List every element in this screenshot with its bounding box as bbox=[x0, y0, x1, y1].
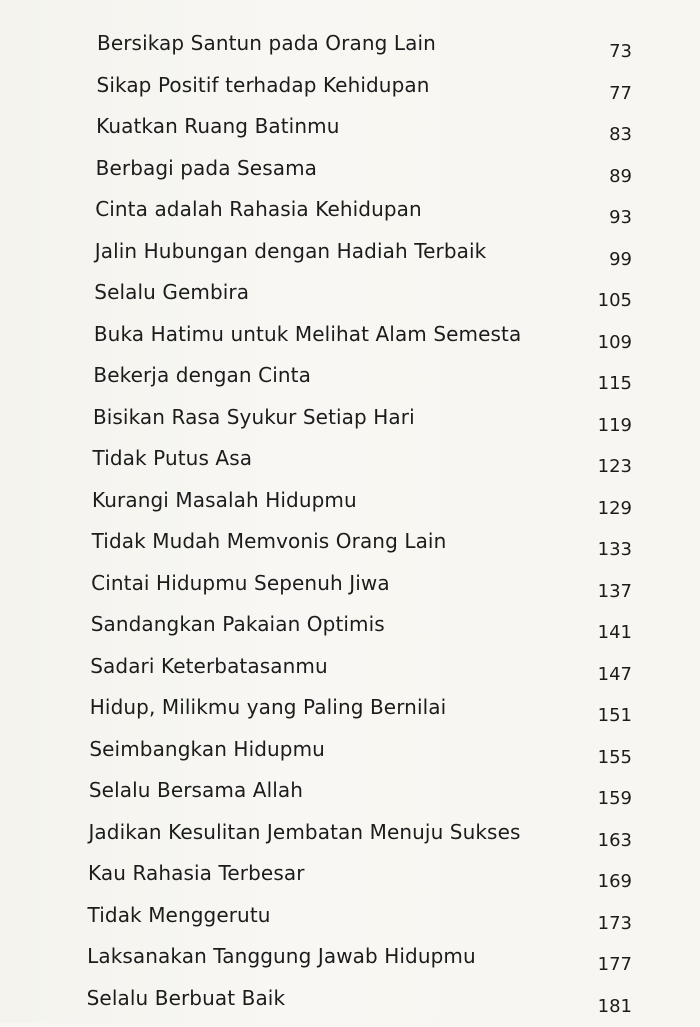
toc-entry bbox=[0, 31, 700, 72]
toc-entry-page-number: 137 bbox=[597, 580, 632, 602]
toc-entry-page-number: 155 bbox=[597, 746, 632, 768]
toc-entry bbox=[0, 156, 700, 197]
toc-entry-page-number: 181 bbox=[597, 995, 632, 1017]
toc-entry bbox=[0, 322, 700, 363]
toc-entry-page-number: 177 bbox=[597, 954, 632, 975]
toc-entry bbox=[0, 654, 700, 695]
toc-entry-title: Bisikan Rasa Syukur Setiap Hari bbox=[92, 404, 415, 429]
toc-entry bbox=[0, 820, 700, 861]
toc-entry-title: Jalin Hubungan dengan Hadiah Terbaik bbox=[94, 238, 487, 263]
toc-entry-title: Jadikan Kesulitan Jembatan Menuju Sukses bbox=[88, 819, 521, 844]
toc-entry-page-number: 119 bbox=[597, 414, 632, 436]
toc-entry-title: Buka Hatimu untuk Melihat Alam Semesta bbox=[93, 321, 522, 346]
toc-entry-title: Cinta adalah Rahasia Kehidupan bbox=[95, 197, 422, 221]
toc-entry bbox=[0, 114, 700, 155]
toc-entry-page-number: 83 bbox=[609, 124, 632, 145]
toc-entry bbox=[0, 239, 700, 280]
toc-entry-title: Kuatkan Ruang Batinmu bbox=[96, 114, 340, 138]
toc-entry-title: Selalu Gembira bbox=[94, 280, 250, 304]
toc-entry-title: Seimbangkan Hidupmu bbox=[89, 736, 325, 761]
toc-entry-title: Tidak Putus Asa bbox=[92, 446, 253, 470]
toc-entry bbox=[0, 695, 700, 736]
toc-entry-title: Sandangkan Pakaian Optimis bbox=[90, 612, 385, 636]
toc-entry bbox=[0, 986, 700, 1027]
toc-entry-page-number: 73 bbox=[609, 41, 632, 62]
toc-entry bbox=[0, 944, 700, 985]
toc-entry-title: Kurangi Masalah Hidupmu bbox=[92, 487, 357, 512]
toc-entry-page-number: 163 bbox=[597, 829, 632, 851]
toc-entry-title: Tidak Mudah Memvonis Orang Lain bbox=[91, 529, 447, 553]
toc-entry bbox=[0, 571, 700, 612]
toc-entry-page-number: 115 bbox=[597, 373, 632, 394]
toc-entry-title: Hidup, Milikmu yang Paling Bernilai bbox=[89, 695, 447, 719]
toc-entry bbox=[0, 363, 700, 404]
toc-entry-title: Kau Rahasia Terbesar bbox=[88, 861, 305, 885]
toc-entry-title: Cintai Hidupmu Sepenuh Jiwa bbox=[91, 570, 390, 595]
toc-entry-page-number: 141 bbox=[597, 622, 632, 643]
toc-entry bbox=[0, 737, 700, 778]
toc-entry-page-number: 147 bbox=[597, 663, 632, 685]
toc-entry-title: Bersikap Santun pada Orang Lain bbox=[97, 31, 436, 55]
toc-entry-page-number: 93 bbox=[609, 207, 632, 228]
toc-entry-page-number: 173 bbox=[597, 912, 632, 934]
toc-entry bbox=[0, 280, 700, 321]
toc-entry-page-number: 105 bbox=[597, 290, 632, 311]
toc-entry-title: Bekerja dengan Cinta bbox=[93, 363, 311, 387]
toc-entry-page-number: 159 bbox=[597, 788, 632, 809]
toc-entry bbox=[0, 405, 700, 446]
toc-entry-page-number: 169 bbox=[597, 871, 632, 892]
toc-entry-title: Selalu Bersama Allah bbox=[88, 778, 304, 802]
toc-entry bbox=[0, 197, 700, 238]
toc-entry-page-number: 109 bbox=[597, 331, 632, 353]
toc-entry-title: Sikap Positif terhadap Kehidupan bbox=[96, 72, 430, 97]
toc-entry bbox=[0, 529, 700, 570]
toc-entry bbox=[0, 73, 700, 114]
toc-entry bbox=[0, 903, 700, 944]
toc-entry-page-number: 89 bbox=[609, 165, 632, 187]
toc-entry-title: Selalu Berbuat Baik bbox=[86, 985, 286, 1010]
toc-entry bbox=[0, 612, 700, 653]
toc-entry bbox=[0, 778, 700, 819]
toc-entry-page-number: 133 bbox=[597, 539, 632, 560]
toc-entry bbox=[0, 488, 700, 529]
toc-entry-title: Berbagi pada Sesama bbox=[95, 155, 318, 180]
toc-entry-title: Sadari Keterbatasanmu bbox=[90, 653, 328, 678]
toc-entry-page-number: 123 bbox=[597, 456, 632, 477]
toc-entry-title: Tidak Menggerutu bbox=[87, 902, 271, 927]
toc-entry-page-number: 151 bbox=[597, 705, 632, 726]
toc-entry-page-number: 129 bbox=[597, 497, 632, 519]
toc-entry bbox=[0, 446, 700, 487]
toc-entry-page-number: 99 bbox=[609, 248, 632, 270]
toc-entry bbox=[0, 861, 700, 902]
toc-entry-page-number: 77 bbox=[609, 82, 632, 104]
toc-entry-title: Laksanakan Tanggung Jawab Hidupmu bbox=[87, 944, 476, 968]
